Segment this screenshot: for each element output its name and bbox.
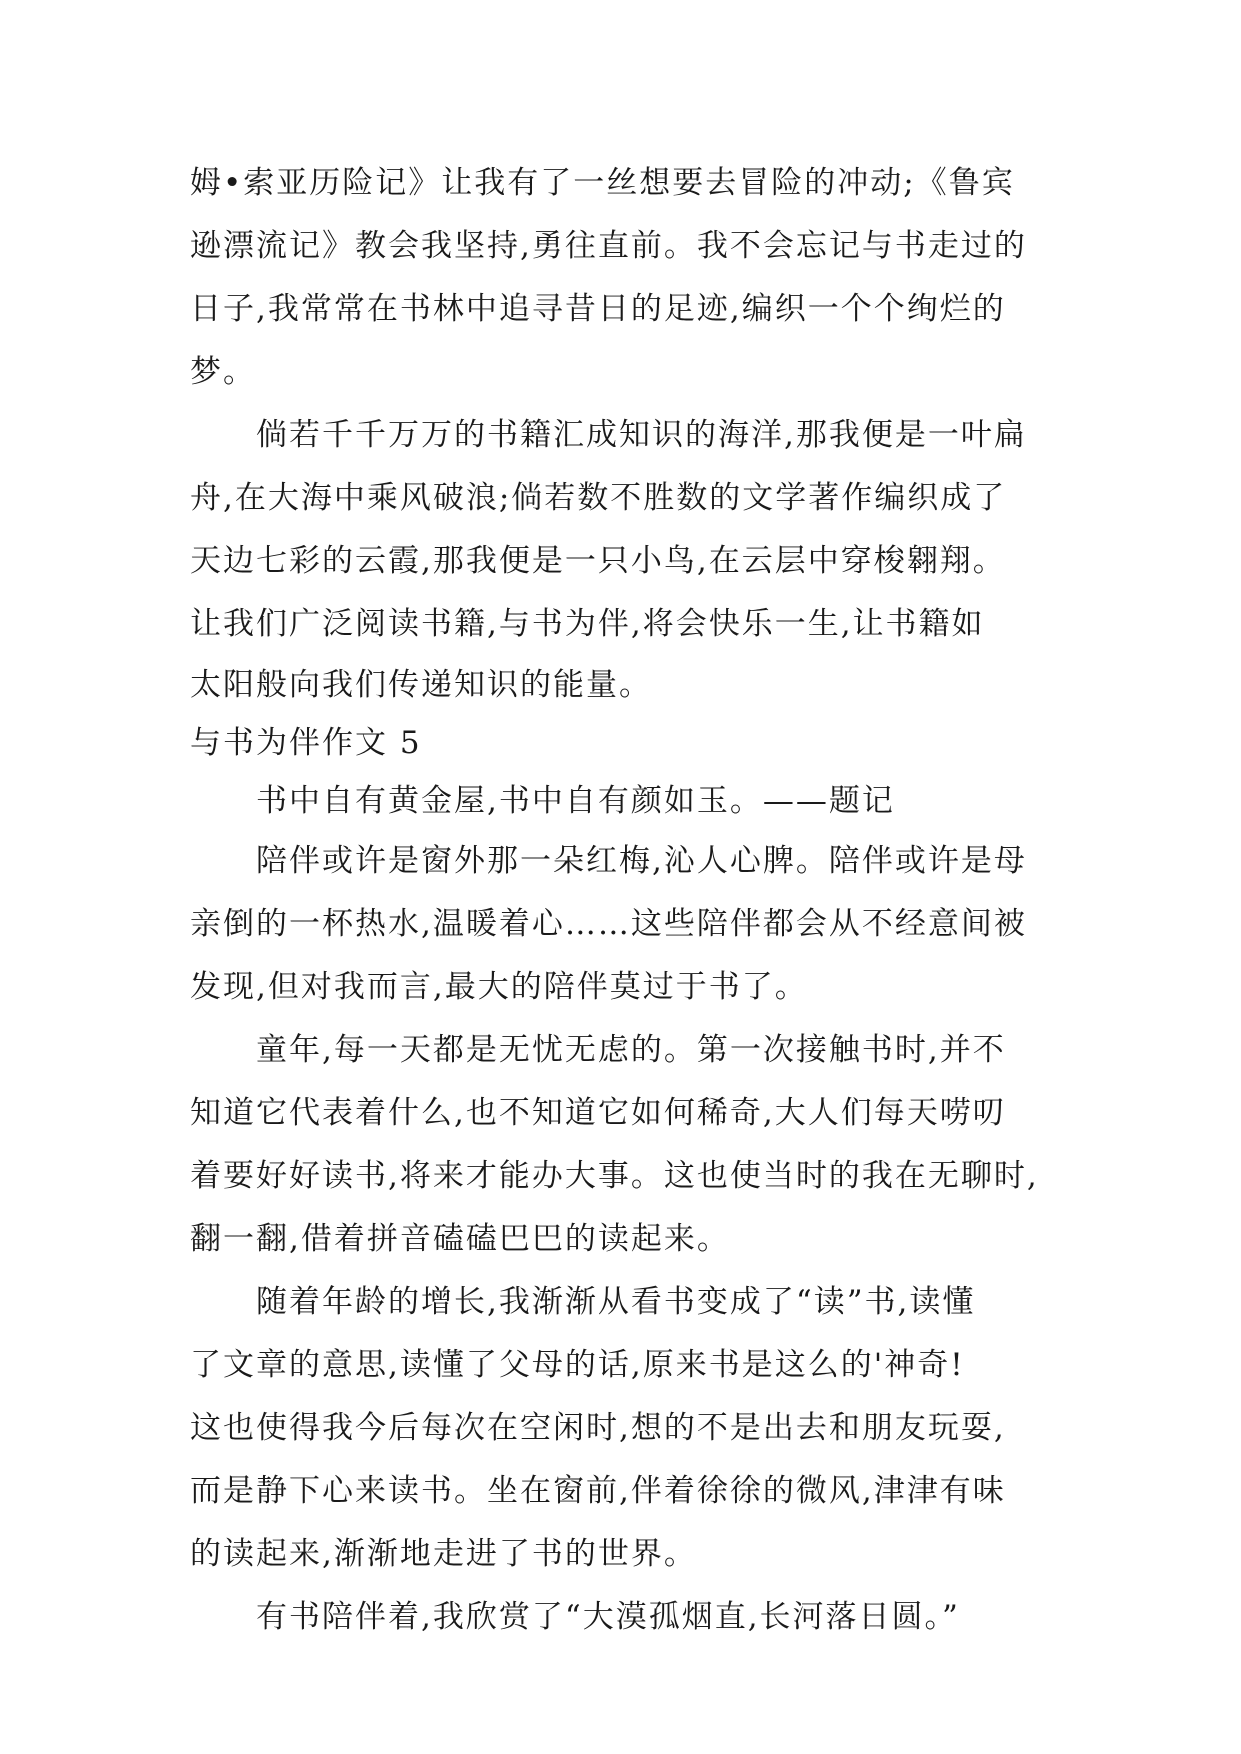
text-line: 这也使得我今后每次在空闲时,想的不是出去和朋友玩耍,: [190, 1410, 1006, 1446]
text-line: 倘若千千万万的书籍汇成知识的海洋,那我便是一叶扁: [256, 417, 1027, 453]
text-line: 随着年龄的增长,我渐渐从看书变成了“读”书,读懂: [256, 1284, 976, 1320]
text-line: 而是静下心来读书。坐在窗前,伴着徐徐的微风,津津有味: [190, 1473, 1006, 1509]
text-line: 太阳般向我们传递知识的能量。: [190, 667, 652, 703]
text-line: 了文章的意思,读懂了父母的话,原来书是这么的'神奇!: [190, 1347, 965, 1383]
text-line: 天边七彩的云霞,那我便是一只小鸟,在云层中穿梭翱翔。: [190, 543, 1006, 579]
text-line: 发现,但对我而言,最大的陪伴莫过于书了。: [190, 969, 808, 1005]
text-line: 逊漂流记》教会我坚持,勇往直前。我不会忘记与书走过的: [190, 228, 1027, 264]
text-line: 姆•索亚历险记》让我有了一丝想要去冒险的冲动;《鲁宾: [190, 165, 1015, 201]
text-line: 亲倒的一杯热水,温暖着心……这些陪伴都会从不经意间被: [190, 906, 1027, 942]
epigraph: 书中自有黄金屋,书中自有颜如玉。——题记: [256, 783, 895, 819]
text-line: 日子,我常常在书林中追寻昔日的足迹,编织一个个绚烂的: [190, 291, 1006, 327]
text-line: 陪伴或许是窗外那一朵红梅,沁人心脾。陪伴或许是母: [256, 843, 1027, 879]
text-line: 梦。: [190, 354, 256, 390]
body-text: [190, 152, 1070, 1649]
text-line: 着要好好读书,将来才能办大事。这也使当时的我在无聊时,: [190, 1158, 1039, 1194]
text-line: 让我们广泛阅读书籍,与书为伴,将会快乐一生,让书籍如: [190, 606, 985, 642]
text-line: 童年,每一天都是无忧无虑的。第一次接触书时,并不: [256, 1032, 1006, 1068]
text-line: 知道它代表着什么,也不知道它如何稀奇,大人们每天唠叨: [190, 1095, 1006, 1131]
text-line: 翻一翻,借着拼音磕磕巴巴的读起来。: [190, 1221, 730, 1257]
text-line: 的读起来,渐渐地走进了书的世界。: [190, 1536, 697, 1572]
text-line: 有书陪伴着,我欣赏了“大漠孤烟直,长河落日圆。”: [256, 1599, 960, 1635]
section-heading: 与书为伴作文 5: [190, 725, 422, 761]
text-line: 舟,在大海中乘风破浪;倘若数不胜数的文学著作编织成了: [190, 480, 1007, 516]
